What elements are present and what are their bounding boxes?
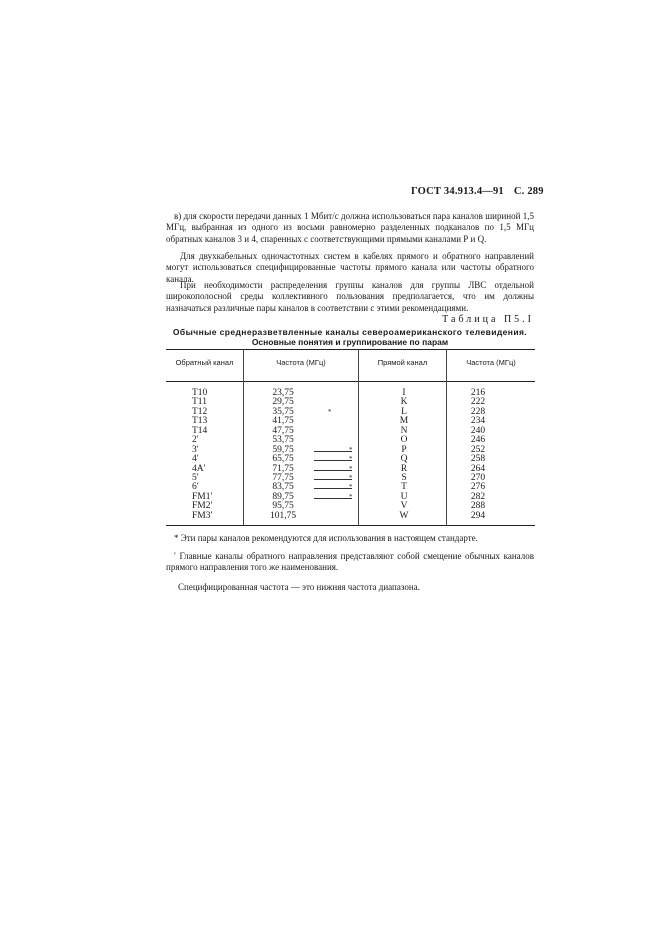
- reverse-channel: FM3′: [192, 510, 213, 521]
- recommended-pair-mark: *: [328, 407, 332, 416]
- reverse-frequency: 65,75: [272, 454, 294, 465]
- table-body: [166, 389, 535, 521]
- reverse-frequency: 29,75: [272, 397, 294, 408]
- paragraph: Для двухкабельных одночастотных систем в кабелях прямого и обратного направлений могут использоваться специфицированные частоты прямого канала или частоты обратного канала.: [166, 251, 534, 284]
- column-header: Частота (МГц): [466, 358, 516, 367]
- forward-frequency: 228: [470, 406, 486, 417]
- forward-frequency: 234: [470, 416, 486, 427]
- forward-channel: V: [400, 501, 408, 512]
- forward-channel: I: [402, 388, 406, 398]
- reverse-channel: T11: [192, 397, 207, 408]
- recommended-pair-mark: *: [349, 492, 353, 501]
- table-header-rule: [166, 381, 535, 382]
- forward-frequency: 216: [470, 388, 486, 398]
- column-header: Обратный канал: [175, 358, 234, 367]
- pair-link-line: [314, 488, 352, 489]
- reverse-channel: 2′: [192, 435, 199, 446]
- reverse-frequency: 47,75: [272, 425, 294, 436]
- table-row: [166, 512, 535, 521]
- footnote: Специфицированная частота — это нижняя частота диапазона.: [178, 582, 420, 592]
- reverse-frequency: 101,75: [269, 510, 297, 521]
- recommended-pair-mark: *: [349, 483, 353, 492]
- reverse-frequency: 59,75: [272, 444, 294, 455]
- page-number: С. 289: [513, 186, 544, 197]
- reverse-frequency: 41,75: [272, 416, 294, 427]
- reverse-channel: T10: [192, 388, 208, 398]
- forward-channel: U: [400, 491, 408, 502]
- forward-channel: W: [399, 510, 409, 521]
- forward-channel: Q: [400, 454, 408, 465]
- forward-channel: M: [399, 416, 409, 427]
- pair-link-line: [314, 451, 352, 452]
- forward-channel: T: [401, 482, 407, 493]
- forward-frequency: 246: [470, 435, 486, 446]
- reverse-frequency: 35,75: [272, 406, 294, 417]
- table-bottom-rule: [166, 525, 535, 526]
- recommended-pair-mark: *: [349, 464, 353, 473]
- table-subcaption: Основные понятия и группирование по парам: [251, 337, 449, 347]
- reverse-channel: 6′: [192, 482, 199, 493]
- table-caption: Обычные среднеразветвленные каналы североамериканского телевидения.: [172, 327, 528, 337]
- column-header: Частота (МГц): [276, 358, 326, 367]
- forward-frequency: 288: [470, 501, 486, 512]
- forward-channel: P: [401, 444, 407, 455]
- recommended-pair-mark: *: [349, 473, 353, 482]
- reverse-channel: 4A′: [192, 463, 206, 474]
- reverse-frequency: 95,75: [272, 501, 294, 512]
- pair-link-line: [314, 470, 352, 471]
- forward-frequency: 264: [470, 463, 486, 474]
- footnote: ′ Главные каналы обратного направления представляют собой смещение обычных каналов прямого направления того же наименования.: [166, 551, 534, 572]
- forward-channel: R: [400, 463, 408, 474]
- pair-link-line: [314, 498, 352, 499]
- column-header: Прямой канал: [377, 358, 428, 367]
- paragraph: При необходимости распределения группы каналов для группы ЛВС отдельной широкополосной среды коллективного пользования предполагается, что им должны назначаться различные пары каналов в соответствии с этими рекомендациями.: [166, 280, 534, 313]
- reverse-frequency: 77,75: [272, 472, 294, 483]
- table-top-rule: [166, 349, 535, 350]
- forward-frequency: 222: [470, 397, 486, 408]
- standard-number: ГОСТ 34.913.4—91: [411, 186, 504, 197]
- forward-frequency: 270: [470, 472, 486, 483]
- page-header: [411, 186, 544, 197]
- reverse-frequency: 53,75: [272, 435, 294, 446]
- forward-channel: K: [400, 397, 408, 408]
- forward-channel: N: [400, 425, 408, 436]
- forward-frequency: 252: [470, 444, 486, 455]
- recommended-pair-mark: *: [349, 445, 353, 454]
- reverse-channel: FM2′: [192, 501, 213, 512]
- reverse-frequency: 71,75: [272, 463, 294, 474]
- reverse-frequency: 89,75: [272, 491, 294, 502]
- paragraph: в) для скорости передачи данных 1 Мбит/с должна использоваться пара каналов шириной 1,5 МГц, выбранная из одного из восьми равномерно разделенных подканалов по 1,5 МГц обратных каналов 3 и 4, спаренных с соответствующими прямыми каналами Р и Q.: [166, 211, 534, 244]
- forward-frequency: 294: [470, 510, 486, 521]
- forward-frequency: 258: [470, 454, 486, 465]
- reverse-channel: 4′: [192, 454, 199, 465]
- table-label: Таблица П5.I: [442, 314, 534, 325]
- pair-link-line: [314, 479, 352, 480]
- reverse-channel: T13: [192, 416, 208, 427]
- pair-link-line: [314, 460, 352, 461]
- reverse-channel: T14: [192, 425, 208, 436]
- forward-channel: O: [400, 435, 408, 446]
- reverse-channel: 5′: [192, 472, 199, 483]
- forward-channel: L: [401, 406, 407, 417]
- forward-frequency: 276: [470, 482, 486, 493]
- reverse-channel: 3′: [192, 444, 199, 455]
- reverse-channel: FM1′: [192, 491, 213, 502]
- reverse-channel: T12: [192, 406, 208, 417]
- forward-channel: S: [401, 472, 407, 483]
- recommended-pair-mark: *: [349, 455, 353, 464]
- forward-frequency: 282: [470, 491, 486, 502]
- footnote: * Эти пары каналов рекомендуются для использования в настоящем стандарте.: [174, 533, 478, 543]
- forward-frequency: 240: [470, 425, 486, 436]
- reverse-frequency: 83,75: [272, 482, 294, 493]
- reverse-frequency: 23,75: [272, 388, 294, 398]
